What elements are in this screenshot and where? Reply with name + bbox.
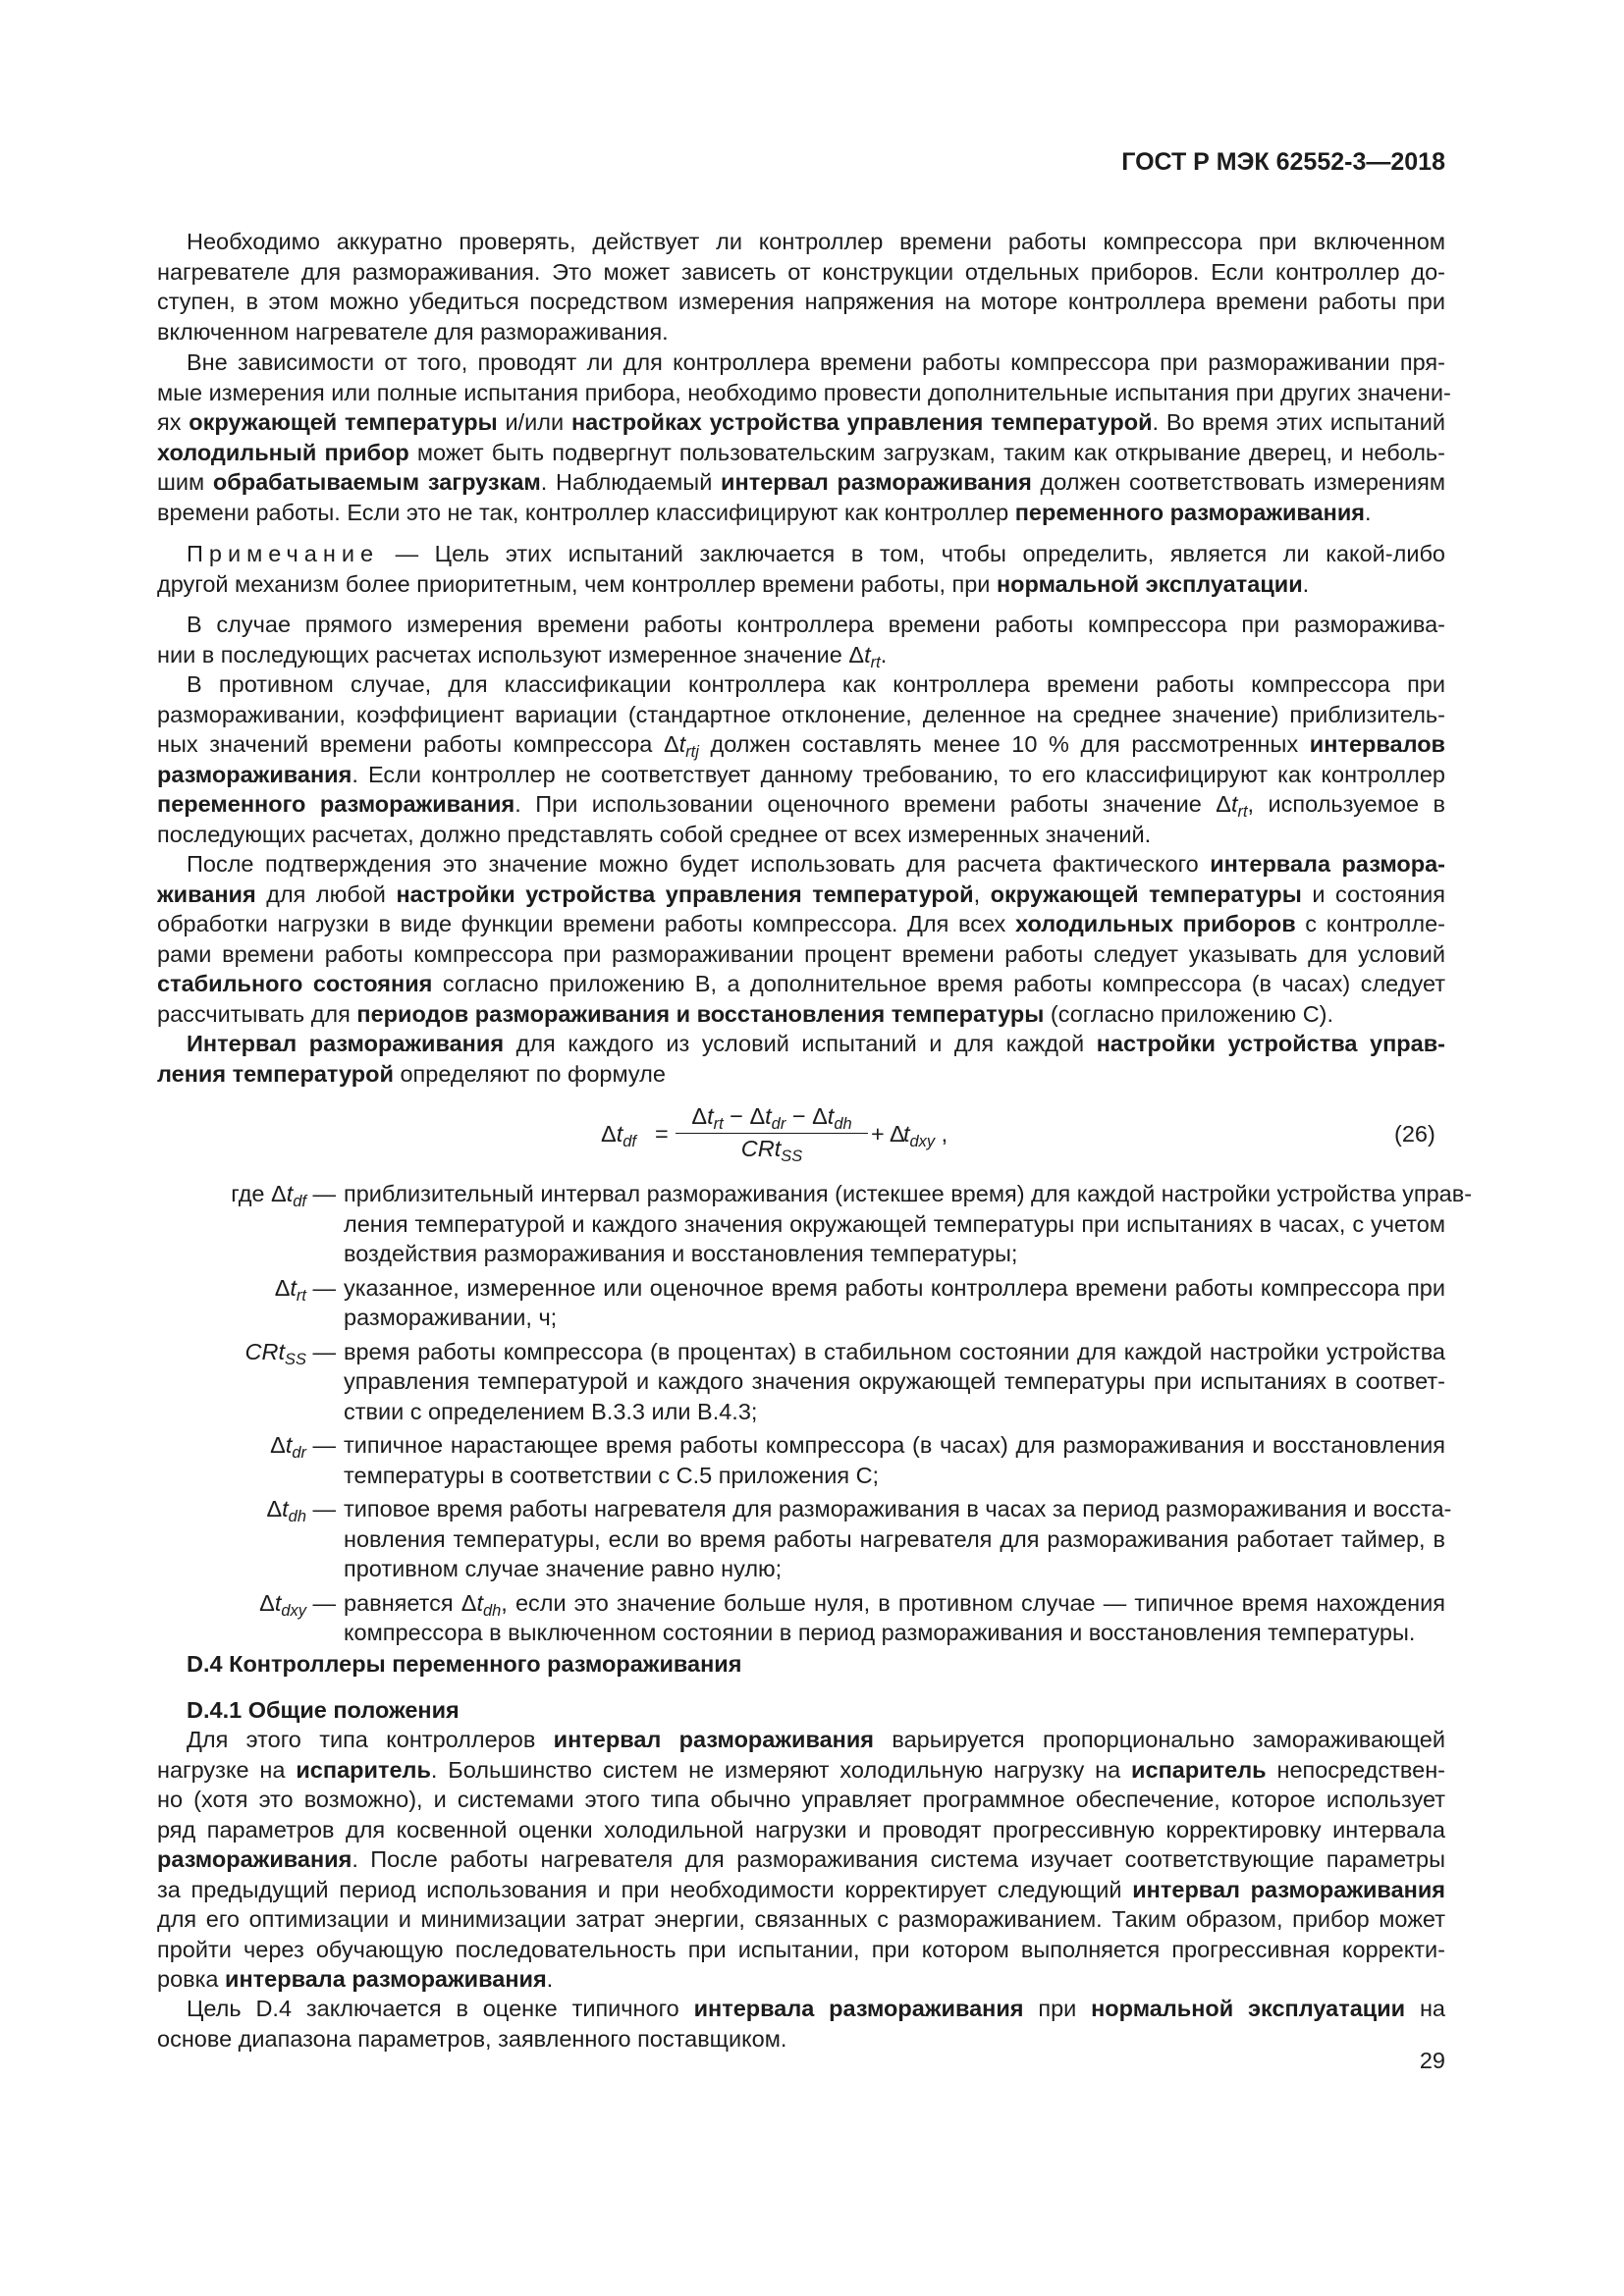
document-header: ГОСТ Р МЭК 62552-3—2018 [1121, 148, 1445, 176]
p1-line: нагревателе для размораживания. Это может зависеть от конструкции отдельных приборов. Если контроллер до- [157, 258, 1445, 285]
definition-term: где $\Delta t_{df}$ — [231, 1181, 336, 1210]
p4-line: ных значений времени работы компрессора $\Delta t_{rtj}$ должен составлять менее 10 % для рассмотренных интервалов [157, 731, 1445, 761]
note-label: Примечание [187, 541, 380, 566]
p7-line: для его оптимизации и минимизации затрат энергии, связанных с размораживанием. Таким образом, прибор может [157, 1906, 1445, 1932]
paragraph-5 [157, 849, 1445, 1029]
p2-line: мые измерения или полные испытания прибора, необходимо провести дополнительные испытания при других значени- [157, 379, 1451, 405]
formula-equals: = [655, 1121, 669, 1147]
p3-line: нии в последующих расчетах используют измеренное значение $\Delta t_{rt}$. [157, 641, 888, 671]
p6-line: Интервал размораживания для каждого из условий испытаний и для каждой настройки устройства управ- [187, 1031, 1445, 1056]
definition-body: время работы компрессора (в процентах) в стабильном состоянии для каждой настройки устройства управления температурой и каждого значения окружающей температуры при испытаниях в соответ- ствии с определением В.3.3 или В.4.3; [344, 1338, 1445, 1424]
p5-line: живания для любой настройки устройства управления температурой, окружающей температуры и состояния [157, 881, 1445, 907]
definition-item [108, 1337, 1445, 1427]
definition-term: $\Delta t_{dh}$ — [266, 1496, 336, 1525]
p4-line: В противном случае, для классификации контроллера как контроллера времени работы компрессора при [187, 671, 1445, 697]
paragraph-4 [157, 669, 1445, 849]
definition-item [108, 1588, 1445, 1648]
p1-line: включенном нагревателе для размораживания. [157, 318, 669, 345]
p5-line: обработки нагрузки в виде функции времени работы компрессора. Для всех холодильных приборов с контролле- [157, 911, 1445, 936]
formula-plus: + Δ [871, 1121, 905, 1147]
paragraph-7 [157, 1725, 1445, 1995]
formula-numerator: $\Delta t_{rt} - \Delta t_{dr} - \Delta t_{dh}$ [691, 1103, 852, 1133]
p7-line: размораживания. После работы нагревателя для размораживания система изучает соответствующие параметры [157, 1846, 1445, 1872]
p8-line: Цель D.4 заключается в оценке типичного интервала размораживания при нормальной эксплуатации на [187, 1996, 1446, 2021]
paragraph-3 [157, 610, 1445, 669]
note-line: Примечание — Цель этих испытаний заключается в том, чтобы определить, является ли какой-либо [187, 541, 1445, 566]
formula-26 [0, 1101, 1624, 1170]
p2-line: времени работы. Если это не так, контроллер классифицируют как контроллер переменного размораживания. [157, 499, 1372, 525]
definition-body: указанное, измеренное или оценочное время работы контроллера времени работы компрессора при размораживании, ч; [344, 1274, 1445, 1330]
section-heading-d41: D.4.1 Общие положения [187, 1697, 460, 1723]
paragraph-1 [157, 227, 1445, 347]
p8-line: основе диапазона параметров, заявленного поставщиком. [157, 2025, 787, 2052]
formula-number: (26) [1394, 1121, 1435, 1147]
page-number: 29 [1419, 2048, 1445, 2073]
p7-line: за предыдущий период использования и при необходимости корректирует следующий интервал размораживания [157, 1876, 1445, 1902]
p3-line: В случае прямого измерения времени работы контроллера времени работы компрессора при разморажива- [187, 612, 1445, 637]
p2-line: ях окружающей температуры и/или настройках устройства управления температурой. Во время этих испытаний [157, 409, 1445, 435]
p5-line: стабильного состояния согласно приложению В, а дополнительное время работы компрессора (в часах) следует [157, 971, 1445, 996]
p4-line: размораживания. Если контроллер не соответствует данному требованию, то его классифицируют как контроллер [157, 761, 1445, 787]
definition-body: типовое время работы нагревателя для размораживания в часах за период размораживания и восста- новления температуры, если во время работы нагревателя для размораживания работает таймер, в противном случае значение равно нулю; [344, 1496, 1452, 1581]
formula-lhs: $\Delta t_{df}$ [601, 1121, 636, 1150]
definition-item [108, 1430, 1445, 1490]
p7-line: Для этого типа контроллеров интервал размораживания варьируется пропорционально замораживающей [187, 1727, 1445, 1752]
p2-line: шим обрабатываемым загрузкам. Наблюдаемый интервал размораживания должен соответствовать измерениям [157, 469, 1445, 495]
p7-line: пройти через обучающую последовательность при испытании, при котором выполняется прогрессивная корректи- [157, 1936, 1445, 1962]
definition-body: приблизительный интервал размораживания (истекшее время) для каждой настройки устройства управ- ления температурой и каждого значения окружающей температуры при испытаниях в часах, с учетом воздействия размораживания и восстановления температуры; [344, 1181, 1473, 1266]
note-line: другой механизм более приоритетным, чем контроллер времени работы, при нормальной эксплуатации. [157, 570, 1310, 597]
p7-line: ряд параметров для косвенной оценки холодильной нагрузки и проводят прогрессивную корректировку интервала [157, 1816, 1445, 1842]
definition-term: $\Delta t_{dr}$ — [270, 1432, 336, 1462]
definition-term: $\Delta t_{dxy}$ — [259, 1589, 336, 1620]
definition-term: $\Delta t_{rt}$ — [274, 1274, 336, 1305]
p5-line: После подтверждения это значение можно будет использовать для расчета фактического интервала размора- [187, 851, 1446, 877]
p4-line: размораживании, коэффициент вариации (стандартное отклонение, деленное на среднее значение) приблизитель- [157, 701, 1445, 727]
formula-tail: $t_{dxy}$ , [903, 1121, 948, 1150]
p2-line: холодильный прибор может быть подвергнут пользовательским загрузкам, таким как открывание дверец, и неболь- [157, 439, 1445, 465]
p7-line: ровка интервала размораживания. [157, 1966, 554, 1992]
paragraph-6 [157, 1029, 1445, 1089]
note [157, 539, 1445, 599]
definition-item [108, 1273, 1445, 1333]
definition-term: CRt$_{SS}$ — [244, 1338, 336, 1368]
definitions-list [108, 1179, 1473, 1652]
paragraph-8 [157, 1994, 1445, 2054]
p1-line: ступен, в этом можно убедиться посредством измерения напряжения на моторе контроллера времени работы при [157, 289, 1445, 314]
p2-line: Вне зависимости от того, проводят ли для контроллера времени работы компрессора при размораживании пря- [187, 349, 1445, 375]
definition-item [108, 1494, 1452, 1584]
section-heading-d4: D.4 Контроллеры переменного размораживания [187, 1651, 742, 1677]
formula-denominator: CRt$_{SS}$ [740, 1135, 803, 1165]
p5-line: рассчитывать для периодов размораживания и восстановления температуры (согласно приложению С). [157, 1000, 1334, 1027]
definition-body: типичное нарастающее время работы компрессора (в часах) для размораживания и восстановления температуры в соответствии с С.5 приложения С; [344, 1432, 1445, 1488]
formula-fraction [676, 1101, 868, 1163]
p7-line: нагрузке на испаритель. Большинство систем не измеряют холодильную нагрузку на испаритель непосредствен- [157, 1756, 1445, 1783]
paragraph-2 [157, 347, 1451, 527]
definition-body: равняется $\Delta t_{dh}$, если это значение больше нуля, в противном случае — типичное время нахождения компрессора в выключенном состоянии в период размораживания и восстановления температуры. [344, 1589, 1445, 1645]
p6-line: ления температурой определяют по формуле [157, 1060, 666, 1087]
p4-line: последующих расчетах, должно представлять собой среднее от всех измеренных значений. [157, 821, 1152, 847]
p4-line: переменного размораживания. При использовании оценочного времени работы значение $\Delta t_{rt}$, используемое в [157, 791, 1445, 821]
p1-line: Необходимо аккуратно проверять, действует ли контроллер времени работы компрессора при включенном [187, 229, 1445, 254]
p5-line: рами времени работы компрессора при размораживании процент времени работы следует указывать для условий [157, 940, 1445, 967]
definition-item [108, 1179, 1473, 1269]
p7-line: но (хотя это возможно), и системами этого типа обычно управляет программное обеспечение, которое использует [157, 1787, 1445, 1812]
